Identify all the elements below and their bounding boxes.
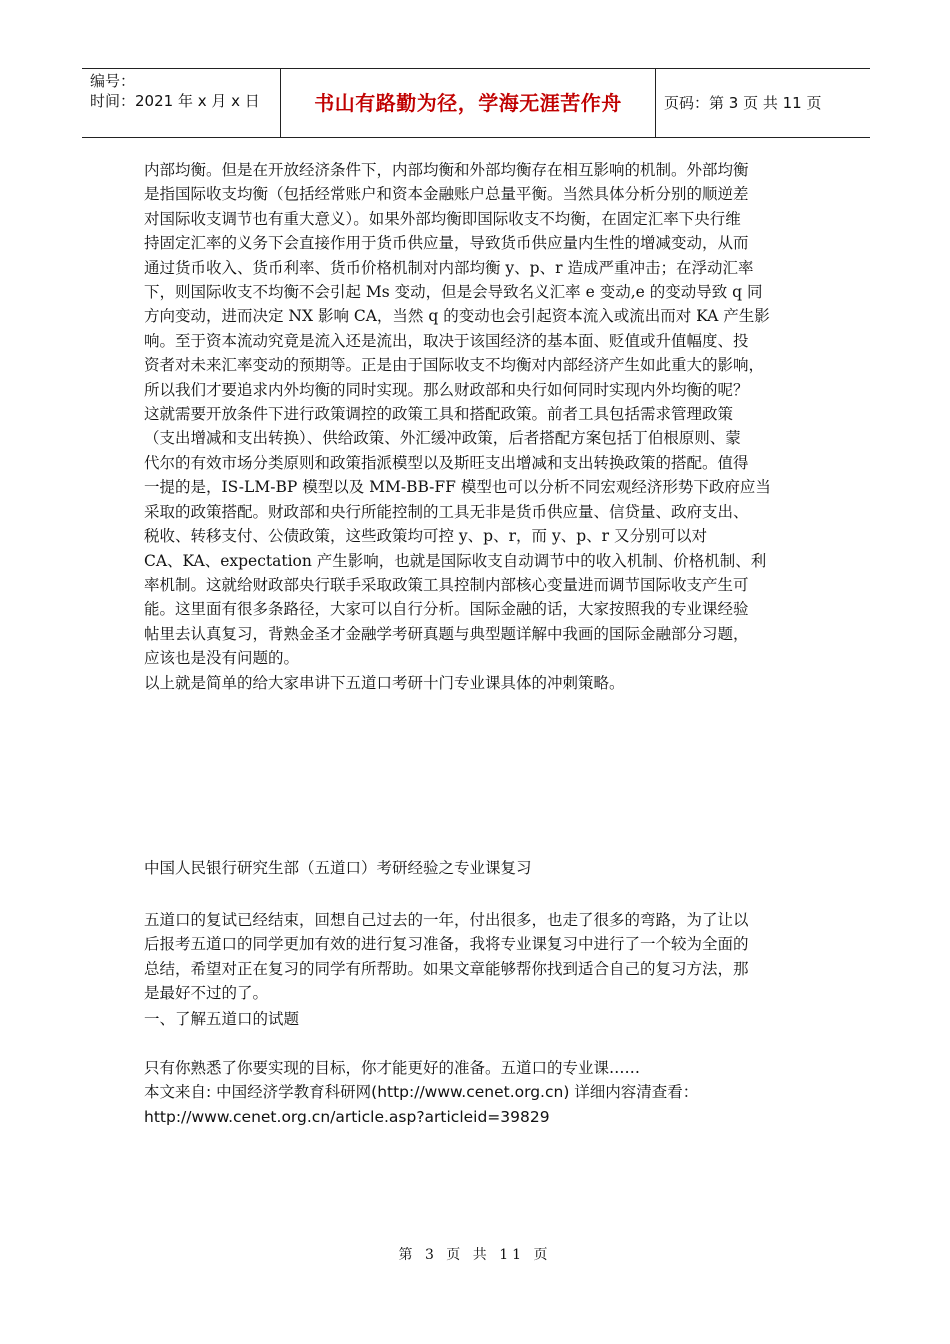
text-line: （支出增减和支出转换）、供给政策、外汇缓冲政策，后者搭配方案包括丁伯根原则、蒙 xyxy=(144,429,741,448)
text-line: 方向变动，进而决定 NX 影响 CA，当然 q 的变动也会引起资本流入或流出而对 KA 产生影 xyxy=(144,307,770,326)
page-footer: 第 3 页 共 11 页 xyxy=(398,1247,552,1263)
text-line: 率机制。这就给财政部央行联手采取政策工具控制内部核心变量进而调节国际收支产生可 xyxy=(144,575,749,594)
text-line: 只有你熟悉了你要实现的目标，你才能更好的准备。五道口的专业课…… xyxy=(144,1059,641,1077)
header-motto: 书山有路勤为径，学海无涯苦作舟 xyxy=(314,91,622,115)
document-number-label: 编号： xyxy=(90,72,136,90)
section-heading: 一、了解五道口的试题 xyxy=(144,1010,300,1028)
text-line: 应该也是没有问题的。 xyxy=(144,649,300,668)
text-line: 五道口的复试已经结束，回想自己过去的一年，付出很多，也走了很多的弯路，为了让以 xyxy=(144,911,749,929)
text-line: 对国际收支调节也有重大意义）。如果外部均衡即国际收支不均衡，在固定汇率下央行维 xyxy=(144,209,741,228)
text-line: 资者对未来汇率变动的预期等。正是由于国际收支不均衡对内部经济产生如此重大的影响， xyxy=(144,356,765,375)
body-paragraph-continuation xyxy=(144,158,809,695)
text-line: 持固定汇率的义务下会直接作用于货币供应量，导致货币供应量内生性的增减变动，从而 xyxy=(144,234,749,253)
source-url-link[interactable]: http://www.cenet.org.cn/article.asp?articleid=39829 xyxy=(144,1107,550,1126)
article-closing-paragraph xyxy=(144,1056,809,1129)
text-line: 帖里去认真复习，背熟金圣才金融学考研真题与典型题详解中我画的国际金融部分习题， xyxy=(144,624,749,643)
article-title: 中国人民银行研究生部（五道口）考研经验之专业课复习 xyxy=(144,859,532,877)
source-line: 本文来自: 中国经济学教育科研网(http://www.cenet.org.cn) 详细内容清查看： xyxy=(144,1083,699,1102)
text-line: 响。至于资本流动究竟是流入还是流出，取决于该国经济的基本面、贬值或升值幅度、投 xyxy=(144,331,749,350)
header-page-cell xyxy=(656,69,870,137)
text-line: 通过货币收入、货币利率、货币价格机制对内部均衡 y、p、r 造成严重冲击；在浮动汇率 xyxy=(144,258,754,277)
text-line: 以上就是简单的给大家串讲下五道口考研十门专业课具体的冲刺策略。 xyxy=(144,673,625,692)
text-line: 能。这里面有很多条路径，大家可以自行分析。国际金融的话，大家按照我的专业课经验 xyxy=(144,600,749,619)
header-left-cell xyxy=(82,69,281,137)
text-line: CA、KA、expectation 产生影响，也就是国际收支自动调节中的收入机制、价格机制、利 xyxy=(144,551,767,570)
document-date-label: 时间：2021 年 x 月 x 日 xyxy=(90,92,260,110)
text-line: 是最好不过的了。 xyxy=(144,984,269,1003)
text-line: 所以我们才要追求内外均衡的同时实现。那么财政部和央行如何同时实现内外均衡的呢？ xyxy=(144,380,749,399)
text-line: 采取的政策搭配。财政部和央行所能控制的工具无非是货币供应量、信贷量、政府支出、 xyxy=(144,502,749,521)
text-line: 一提的是，IS-LM-BP 模型以及 MM-BB-FF 模型也可以分析不同宏观经济形势下政府应当 xyxy=(144,478,771,497)
text-line: 税收、转移支付、公债政策，这些政策均可控 y、p、r，而 y、p、r 又分别可以对 xyxy=(144,527,707,546)
text-line: 后报考五道口的同学更加有效的进行复习准备，我将专业课复习中进行了一个较为全面的 xyxy=(144,935,749,954)
text-line: 代尔的有效市场分类原则和政策指派模型以及斯旺支出增减和支出转换政策的搭配。值得 xyxy=(144,453,749,472)
page-header xyxy=(82,68,870,138)
text-line: 这就需要开放条件下进行政策调控的政策工具和搭配政策。前者工具包括需求管理政策 xyxy=(144,405,734,424)
text-line: 内部均衡。但是在开放经济条件下，内部均衡和外部均衡存在相互影响的机制。外部均衡 xyxy=(144,161,749,179)
text-line: 总结，希望对正在复习的同学有所帮助。如果文章能够帮你找到适合自己的复习方法，那 xyxy=(144,959,749,978)
text-line: 下，则国际收支不均衡不会引起 Ms 变动，但是会导致名义汇率 e 变动,e 的变动导致 q 同 xyxy=(144,283,763,302)
article-intro-paragraph xyxy=(144,908,809,1006)
header-motto-cell xyxy=(281,69,656,137)
text-line: 是指国际收支均衡（包括经常账户和资本金融账户总量平衡。当然具体分析分别的顺逆差 xyxy=(144,185,749,204)
header-page-number: 页码：第 3 页 共 11 页 xyxy=(664,94,822,112)
